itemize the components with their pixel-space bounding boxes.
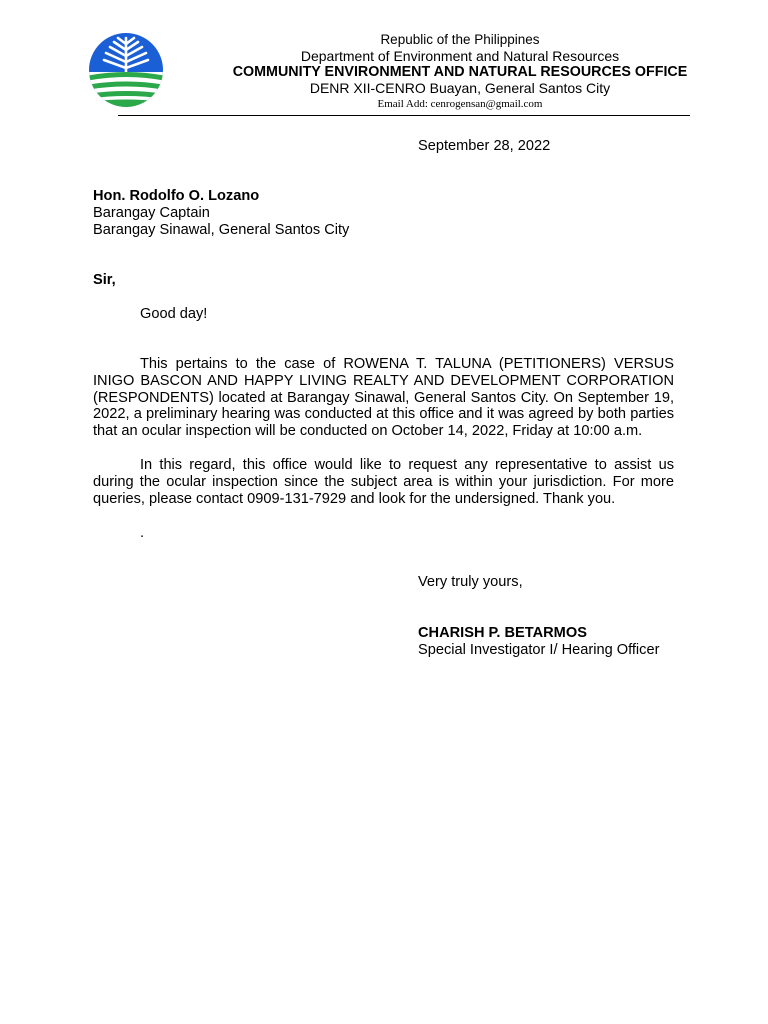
- complimentary-close: Very truly yours,: [418, 574, 523, 590]
- letterhead-department: Department of Environment and Natural Resources: [300, 48, 620, 64]
- signer-title: Special Investigator I/ Hearing Officer: [418, 641, 660, 658]
- body-paragraph-2: In this regard, this office would like to request any representative to assist us during the ocular inspection since the subject area is within your jurisdiction. For more queries, please contact 0909-131-7929 and look for the undersigned. Thank you.: [93, 457, 674, 507]
- denr-logo-icon: [86, 32, 166, 108]
- recipient-address: Barangay Sinawal, General Santos City: [93, 221, 350, 238]
- recipient-block: [93, 188, 349, 238]
- stray-period: .: [140, 525, 145, 541]
- signer-name: CHARISH P. BETARMOS: [418, 625, 587, 641]
- body-paragraph-1: This pertains to the case of ROWENA T. TALUNA (PETITIONERS) VERSUS INIGO BASCON AND HAPPY LIVING REALTY AND DEVELOPMENT CORPORATION (RESPONDENTS) located at Barangay Sinawal, General Santos City. On September 19, 2022, a preliminary hearing was conducted at this office and it was agreed by both parties that an ocular inspection will be conducted on October 14, 2022, Friday at 10:00 a.m.: [93, 356, 674, 440]
- letterhead-office: COMMUNITY ENVIRONMENT AND NATURAL RESOURCES OFFICE: [232, 64, 688, 80]
- letterhead-address: DENR XII-CENRO Buayan, General Santos City: [309, 80, 611, 96]
- letter-date: September 28, 2022: [418, 138, 551, 154]
- signature-block: [418, 625, 659, 659]
- salutation: Sir,: [93, 272, 116, 288]
- header-divider: [118, 115, 690, 116]
- letterhead: [170, 32, 750, 112]
- recipient-title: Barangay Captain: [93, 204, 210, 221]
- recipient-name: Hon. Rodolfo O. Lozano: [93, 188, 260, 204]
- letterhead-republic: Republic of the Philippines: [380, 32, 540, 47]
- denr-logo: [86, 32, 166, 108]
- greeting: Good day!: [140, 306, 208, 322]
- letterhead-email: Email Add: cenrogensan@gmail.com: [377, 98, 543, 110]
